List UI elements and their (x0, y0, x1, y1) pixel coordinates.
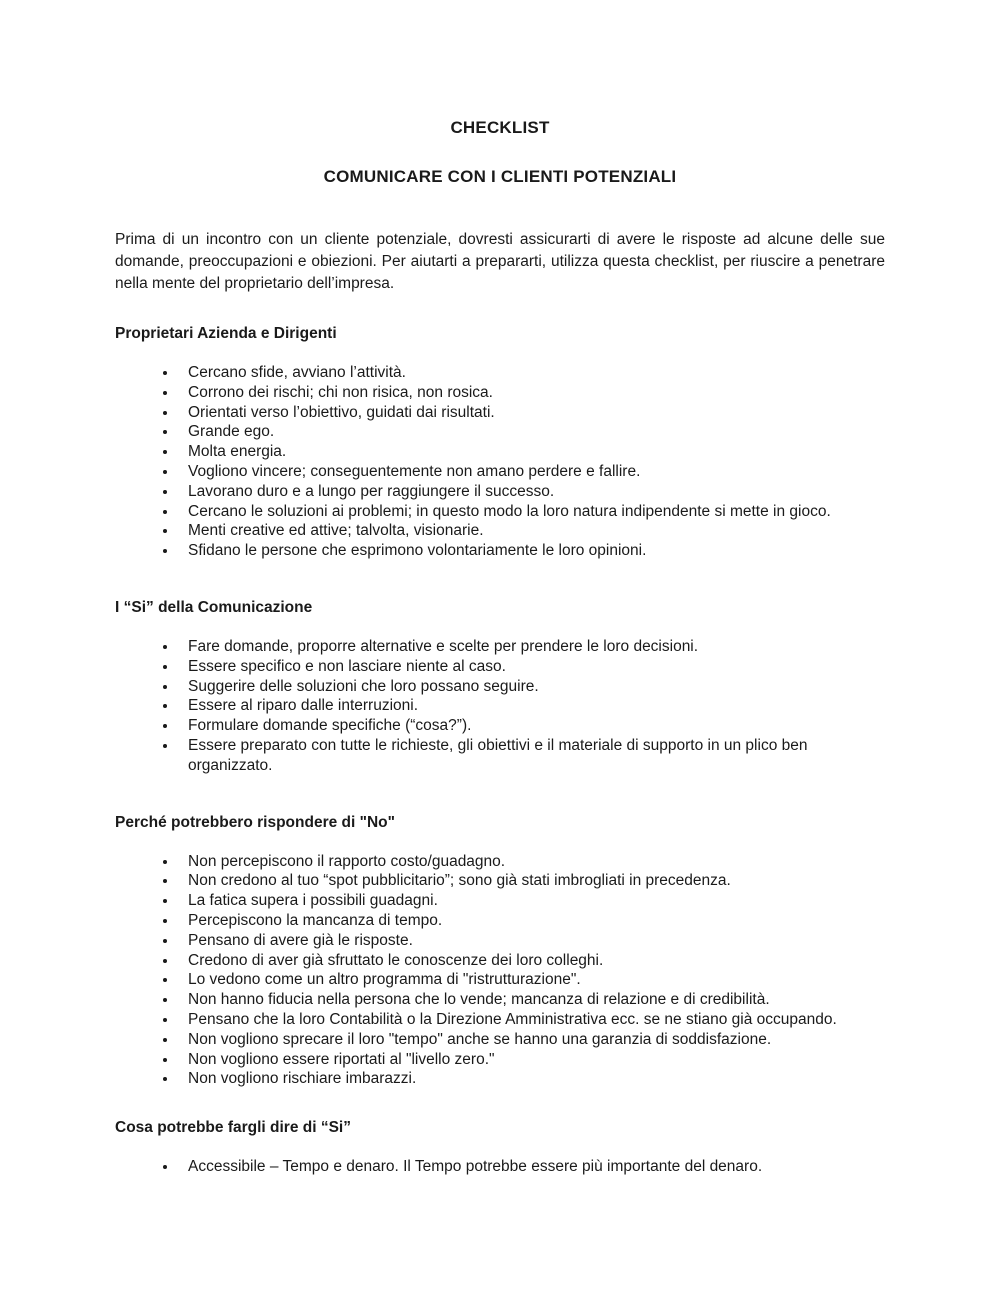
section (115, 599, 885, 776)
bullet-item: • Cercano le soluzioni ai problemi; in questo modo la loro natura indipendente si mette in gioco. (178, 502, 885, 522)
section-heading: Cosa potrebbe fargli dire di “Si” (115, 1119, 351, 1137)
section (115, 1119, 885, 1177)
bullet-item: • Lavorano duro e a lungo per raggiungere il successo. (178, 482, 885, 502)
bullet-item: • Vogliono vincere; conseguentemente non amano perdere e fallire. (178, 462, 885, 482)
bullet-item: • Percepiscono la mancanza di tempo. (178, 911, 885, 931)
bullet-list (115, 637, 885, 776)
bullet-list (115, 852, 885, 1090)
sections (115, 325, 885, 1177)
bullet-item: • Accessibile – Tempo e denaro. Il Tempo potrebbe essere più importante del denaro. (178, 1157, 885, 1177)
bullet-item: • La fatica supera i possibili guadagni. (178, 891, 885, 911)
bullet-item: • Suggerire delle soluzioni che loro possano seguire. (178, 677, 885, 697)
bullet-item: • Pensano di avere già le risposte. (178, 931, 885, 951)
bullet-item: • Fare domande, proporre alternative e scelte per prendere le loro decisioni. (178, 637, 885, 657)
bullet-item: • Sfidano le persone che esprimono volontariamente le loro opinioni. (178, 541, 885, 561)
bullet-item: • Non vogliono rischiare imbarazzi. (178, 1069, 885, 1089)
document-title: CHECKLIST (450, 118, 550, 137)
section (115, 325, 885, 561)
bullet-item: • Orientati verso l’obiettivo, guidati dai risultati. (178, 403, 885, 423)
bullet-item: • Non vogliono sprecare il loro "tempo" anche se hanno una garanzia di soddisfazione. (178, 1030, 885, 1050)
bullet-item: • Non percepiscono il rapporto costo/guadagno. (178, 852, 885, 872)
bullet-item: • Non vogliono essere riportati al "livello zero." (178, 1050, 885, 1070)
bullet-item: • Credono di aver già sfruttato le conoscenze dei loro colleghi. (178, 951, 885, 971)
bullet-list (115, 363, 885, 561)
bullet-item: • Molta energia. (178, 442, 885, 462)
bullet-item: • Essere preparato con tutte le richieste, gli obiettivi e il materiale di supporto in un plico ben organizzato. (178, 736, 885, 776)
section-heading: I “Si” della Comunicazione (115, 598, 313, 616)
intro-paragraph: Prima di un incontro con un cliente potenziale, dovresti assicurarti di avere le risposte ad alcune delle sue domande, preoccupazioni e obiezioni. Per aiutarti a prepararti, utilizza questa checklist, per riuscire a penetrare nella mente del proprietario dell’impresa. (115, 231, 885, 292)
section-heading: Proprietari Azienda e Dirigenti (115, 325, 337, 342)
bullet-item: • Non credono al tuo “spot pubblicitario”; sono già stati imbrogliati in precedenza. (178, 871, 885, 891)
section (115, 814, 885, 1090)
bullet-item: • Grande ego. (178, 422, 885, 442)
bullet-item: • Formulare domande specifiche (“cosa?”). (178, 716, 885, 736)
bullet-item: • Essere al riparo dalle interruzioni. (178, 696, 885, 716)
document-subtitle: COMUNICARE CON I CLIENTI POTENZIALI (323, 167, 677, 186)
bullet-item: • Cercano sfide, avviano l’attività. (178, 363, 885, 383)
section-heading: Perché potrebbero rispondere di "No" (115, 813, 395, 831)
bullet-item: • Essere specifico e non lasciare niente al caso. (178, 657, 885, 677)
bullet-item: • Non hanno fiducia nella persona che lo vende; mancanza di relazione e di credibilità. (178, 990, 885, 1010)
bullet-list (115, 1157, 885, 1177)
bullet-item: • Lo vedono come un altro programma di "ristrutturazione". (178, 970, 885, 990)
bullet-item: • Corrono dei rischi; chi non risica, non rosica. (178, 383, 885, 403)
bullet-item: • Pensano che la loro Contabilità o la Direzione Amministrativa ecc. se ne stiano già occupando. (178, 1010, 885, 1030)
bullet-item: • Menti creative ed attive; talvolta, visionarie. (178, 521, 885, 541)
